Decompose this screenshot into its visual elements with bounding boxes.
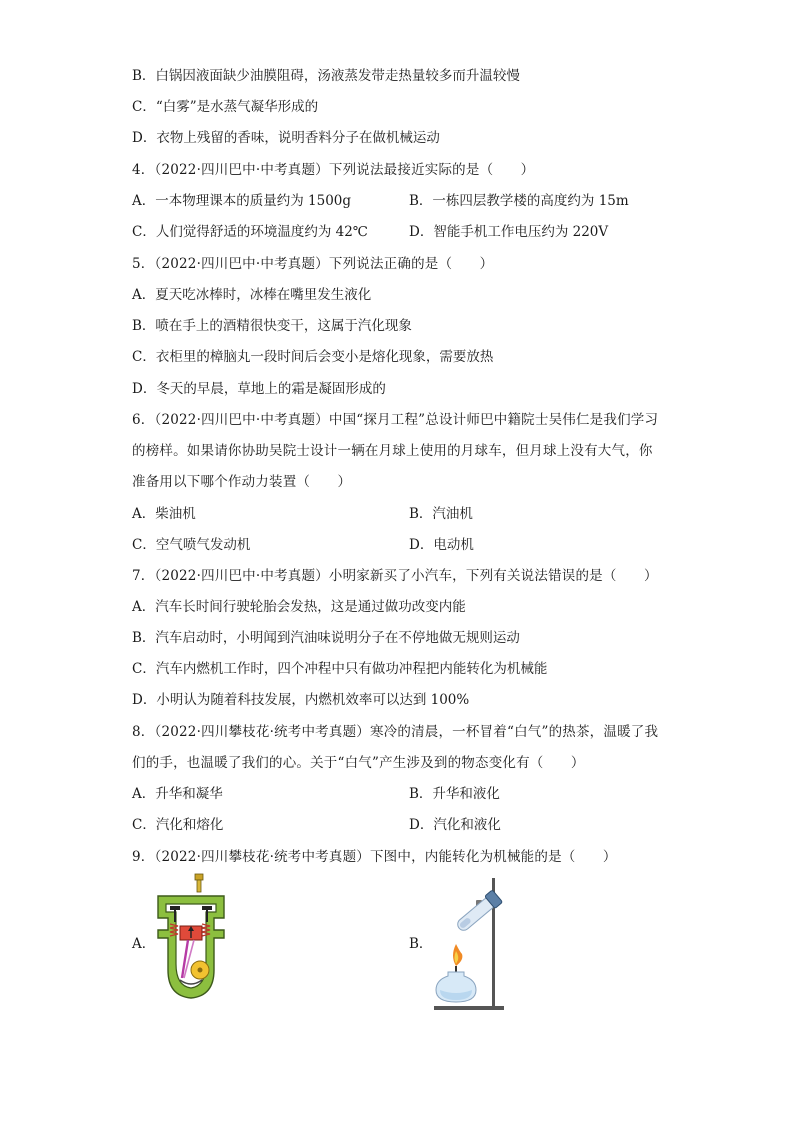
question-6-line-1: 6．（2022·四川巴中·中考真题）中国“探月工程”总设计师巴中籍院士吴伟仁是我们学习 (132, 412, 659, 428)
option-c-line: C．“白雾”是水蒸气凝华形成的 (132, 99, 319, 115)
q7-option-b: B．汽车启动时，小明闻到汽油味说明分子在不停地做无规则运动 (132, 630, 520, 646)
q9-option-b-label: B． (409, 936, 433, 952)
q8-option-b: B．升华和液化 (409, 786, 500, 802)
q5-option-d: D．冬天的早晨，草地上的霜是凝固形成的 (132, 381, 386, 397)
question-8-line-1: 8．（2022·四川攀枝花·统考中考真题）寒冷的清晨，一杯冒着“白气”的热茶，温暖了我 (132, 724, 659, 740)
q7-option-d: D．小明认为随着科技发展，内燃机效率可以达到 100% (132, 692, 470, 708)
q6-option-a: A．柴油机 (132, 506, 196, 522)
q6-option-b: B．汽油机 (409, 506, 473, 522)
option-d-line: D．衣物上残留的香味，说明香料分子在做机械运动 (132, 130, 440, 146)
question-9: 9．（2022·四川攀枝花·统考中考真题）下图中，内能转化为机械能的是（ ） (132, 849, 617, 865)
q5-option-a: A．夏天吃冰棒时，冰棒在嘴里发生液化 (132, 287, 372, 303)
question-4: 4．（2022·四川巴中·中考真题）下列说法最接近实际的是（ ） (132, 162, 535, 178)
q4-option-c: C．人们觉得舒适的环境温度约为 42℃ (132, 224, 368, 240)
q7-option-a: A．汽车长时间行驶轮胎会发热，这是通过做功改变内能 (132, 599, 466, 615)
q5-option-c: C．衣柜里的樟脑丸一段时间后会变小是熔化现象，需要放热 (132, 349, 494, 365)
question-8-line-2: 们的手，也温暖了我们的心。关于“白气”产生涉及到的物态变化有（ ） (132, 755, 585, 771)
question-6-line-3: 准备用以下哪个作动力装置（ ） (132, 474, 352, 490)
question-6-line-2: 的榜样。如果请你协助吴院士设计一辆在月球上使用的月球车，但月球上没有大气，你 (132, 443, 653, 459)
question-7: 7．（2022·四川巴中·中考真题）小明家新买了小汽车，下列有关说法错误的是（ ） (132, 568, 658, 584)
q4-option-d: D．智能手机工作电压约为 220V (409, 224, 609, 240)
q4-option-b: B．一栋四层教学楼的高度约为 15m (409, 193, 629, 209)
question-5: 5．（2022·四川巴中·中考真题）下列说法正确的是（ ） (132, 256, 494, 272)
q5-option-b: B．喷在手上的酒精很快变干，这属于汽化现象 (132, 318, 412, 334)
q7-option-c: C．汽车内燃机工作时，四个冲程中只有做功冲程把内能转化为机械能 (132, 661, 548, 677)
q8-option-d: D．汽化和液化 (409, 817, 501, 833)
q8-option-a: A．升华和凝华 (132, 786, 223, 802)
engine-cross-section-icon (150, 872, 232, 1002)
q9-option-a-label: A． (132, 936, 156, 952)
q8-option-c: C．汽化和熔化 (132, 817, 224, 833)
q6-option-d: D．电动机 (409, 537, 474, 553)
q4-option-a: A．一本物理课本的质量约为 1500g (132, 193, 352, 209)
q6-option-c: C．空气喷气发动机 (132, 537, 251, 553)
option-b-line: B．白锅因液面缺少油膜阻碍，汤液蒸发带走热量较多而升温较慢 (132, 68, 520, 84)
alcohol-lamp-test-tube-icon (424, 874, 524, 1014)
